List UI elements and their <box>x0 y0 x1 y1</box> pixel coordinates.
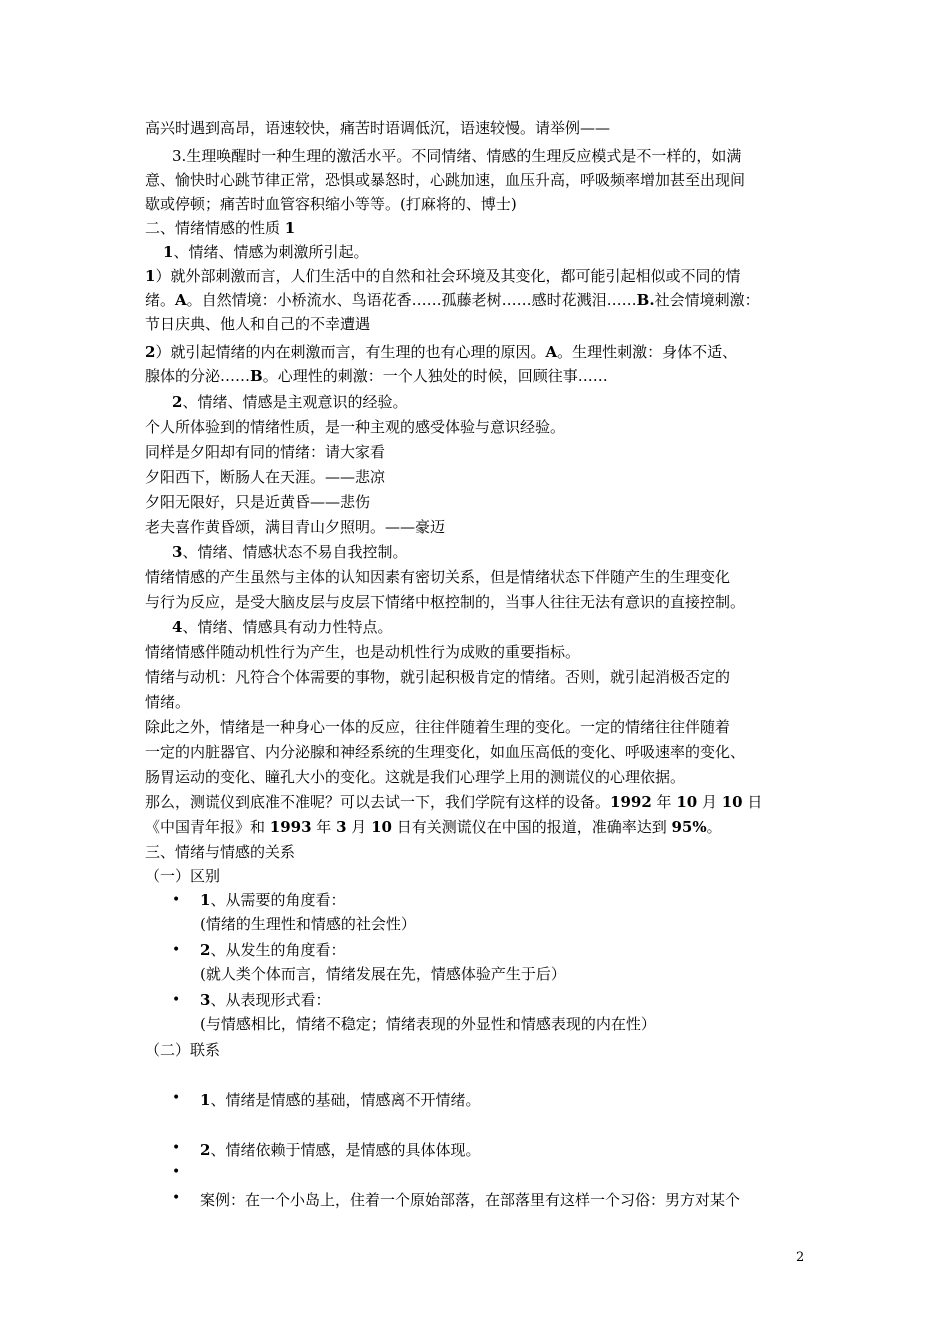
text-line: 除此之外，情绪是一种身心一体的反应，往往伴随着生理的变化。一定的情绪往往伴随着 <box>145 718 731 736</box>
subsection-heading: （一）区别 <box>145 867 221 885</box>
subheading: 3、情绪、情感状态不易自我控制。 <box>172 543 408 561</box>
text-line: 情绪情感的产生虽然与主体的认知因素有密切关系，但是情绪状态下伴随产生的生理变化 <box>145 568 731 586</box>
subsection-heading: （二）联系 <box>145 1041 221 1059</box>
text-line: 个人所体验到的情绪性质，是一种主观的感受体验与意识经验。 <box>145 418 566 436</box>
text-line: 1）就外部刺激而言，人们生活中的自然和社会环境及其变化，都可能引起相似或不同的情 <box>145 267 741 285</box>
text-line: 绪。A。自然情境：小桥流水、鸟语花香……孤藤老树……感时花溅泪……B.社会情境刺激： <box>145 291 760 309</box>
text-line: 腺体的分泌……B。心理性的刺激：一个人独处的时候，回顾往事…… <box>145 367 608 385</box>
list-item-detail: (就人类个体而言，情绪发展在先，情感体验产生于后） <box>200 965 566 983</box>
bullet: • <box>172 892 181 908</box>
bullet: • <box>172 1140 181 1156</box>
list-item: 1、从需要的角度看： <box>200 891 346 909</box>
text-line: 夕阳无限好，只是近黄昏——悲伤 <box>145 493 371 511</box>
text-line: 那么，测谎仪到底准不准呢？可以去试一下，我们学院有这样的设备。1992 年 10 月 10 日 <box>145 793 763 811</box>
list-item: 1、情绪是情感的基础，情感离不开情绪。 <box>200 1091 481 1109</box>
bullet: • <box>172 992 181 1008</box>
list-item-detail: (情绪的生理性和情感的社会性） <box>200 915 416 933</box>
text-line: 节日庆典、他人和自己的不幸遭遇 <box>145 315 371 333</box>
bullet: • <box>172 1164 181 1180</box>
text-line: 意、愉快时心跳节律正常，恐惧或暴怒时，心跳加速，血压升高，呼吸频率增加甚至出现间 <box>145 171 746 189</box>
text-line: 肠胃运动的变化、瞳孔大小的变化。这就是我们心理学上用的测谎仪的心理依据。 <box>145 768 686 786</box>
text-line: 高兴时遇到高昂，语速较快，痛苦时语调低沉，语速较慢。请举例—— <box>145 119 611 137</box>
page-number: 2 <box>796 1250 805 1265</box>
text-line: 与行为反应，是受大脑皮层与皮层下情绪中枢控制的，当事人往往无法有意识的直接控制。 <box>145 593 746 611</box>
list-item: 2、情绪依赖于情感，是情感的具体体现。 <box>200 1141 481 1159</box>
list-item-detail: (与情感相比，情绪不稳定；情绪表现的外显性和情感表现的内在性） <box>200 1015 656 1033</box>
list-item: 2、从发生的角度看： <box>200 941 346 959</box>
list-item: 案例：在一个小岛上，住着一个原始部落，在部落里有这样一个习俗：男方对某个 <box>200 1191 741 1209</box>
text-line: 3.生理唤醒时一种生理的激活水平。不同情绪、情感的生理反应模式是不一样的，如满 <box>172 147 742 165</box>
bullet: • <box>172 1090 181 1106</box>
text-line: 歇或停顿；痛苦时血管容积缩小等等。(打麻将的、博士) <box>145 195 517 213</box>
text-line: 《中国青年报》和 1993 年 3 月 10 日有关测谎仪在中国的报道，准确率达到 95%。 <box>145 818 722 836</box>
text-line: 同样是夕阳却有同的情绪：请大家看 <box>145 443 386 461</box>
subheading: 2、情绪、情感是主观意识的经验。 <box>172 393 408 411</box>
text-line: 情绪。 <box>145 693 191 711</box>
text-line: 一定的内脏器官、内分泌腺和神经系统的生理变化，如血压高低的变化、呼吸速率的变化、 <box>145 743 746 761</box>
section-heading: 三、情绪与情感的关系 <box>145 843 296 861</box>
bullet: • <box>172 1190 181 1206</box>
text-line: 情绪情感伴随动机性行为产生，也是动机性行为成败的重要指标。 <box>145 643 581 661</box>
text-line: 2）就引起情绪的内在刺激而言，有生理的也有心理的原因。A。生理性刺激：身体不适、 <box>145 343 738 361</box>
text-line: 夕阳西下，断肠人在天涯。——悲凉 <box>145 468 386 486</box>
section-heading: 二、情绪情感的性质 1 <box>145 219 296 237</box>
subheading: 4、情绪、情感具有动力性特点。 <box>172 618 393 636</box>
subheading: 1、情绪、情感为刺激所引起。 <box>163 243 369 261</box>
bullet: • <box>172 942 181 958</box>
text-line: 老夫喜作黄昏颂，满目青山夕照明。——豪迈 <box>145 518 446 536</box>
list-item: 3、从表现形式看： <box>200 991 331 1009</box>
text-line: 情绪与动机：凡符合个体需要的事物，就引起积极肯定的情绪。否则，就引起消极否定的 <box>145 668 731 686</box>
